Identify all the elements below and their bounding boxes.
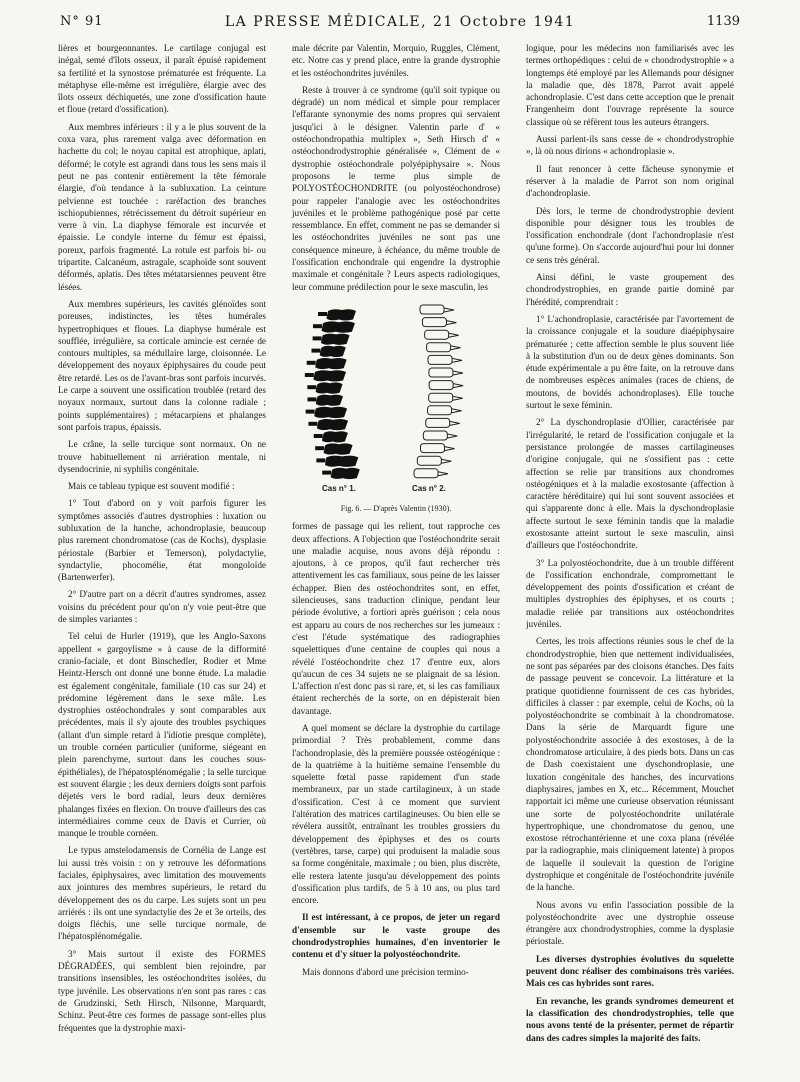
paragraph: Les diverses dystrophies évolutives du squelette peuvent donc réaliser des combinaisons très variées. Mais ces cas hybrides sont rares. — [526, 953, 734, 989]
vertebra-case-1 — [321, 334, 350, 345]
spinous-process-case-1 — [313, 324, 322, 328]
paragraph: Dès lors, le terme de chondrodystrophie devient disponible pour désigner tous les troubles de l'ossification enchondrale (dont l'achondroplasie n'est qu'une forme). On s'accorde aujourd'hui pour lui donner ce sens très général. — [526, 205, 734, 265]
vertebra-case-2 — [428, 355, 452, 364]
spinous-process-case-2 — [453, 396, 463, 400]
paragraph: 3° La polyostéochondrite, due à un trouble différent de l'ossification enchondrale, compromettant le développement des points d'ossification et créant de multiples dystrophies des épiphyses, et os courts ; maladie reliée par transitions aux ostéochondrites juvéniles. — [526, 557, 734, 630]
spinous-process-case-2 — [452, 409, 462, 413]
vertebra-case-2 — [420, 305, 444, 314]
paragraph: Tel celui de Hurler (1919), que les Anglo-Saxons appellent « gargoylisme » à cause de la difformité cranio-faciale, et dont Binschedler, Rodier et Mme Heintz-Hersch ont donné une bonne étude. La maladie est également congénitale, familiale (10 cas sur 24) et prédomine légèrement dans le sexe mâle. Les dystrophies ostéochondrales y sont comparables aux précédentes, mais il s'y ajoute des troubles psychiques (allant d'un simple retard à l'idiotie presque complète), un trouble cornéen particulier (uniforme, siégeant en plein parenchyme, surtout dans les couches sous-épithéliales), de l'hépatosplénomégalie ; la selle turcique est souvent élargie ; les deux derniers doigts sont parfois déjetés vers le bord radial, leurs deux dernières phalanges fixées en flexion. On trouve d'ailleurs des cas intermédiaires comme ceux de Davis et Currier, où manque le trouble cornéen. — [58, 631, 266, 839]
spinous-process-case-1 — [306, 410, 315, 414]
paragraph: Mais donnons d'abord une précision termino- — [302, 966, 469, 977]
paragraph: Certes, les trois affections réunies sous le chef de la chondrodystrophie, bien que nettement individualisées, ne sont pas séparées par des cloisons étanches. Des faits de passage peuvent se concevoir. La littérature et la pratique quotidienne fournissent de ces cas hybrides, difficiles à classer : par exemple, celui de Kochs, où la polyostéochondrite se combinait à la chondromatose. Dans la série de Marquardt figure une polyostéochondrite associée à des exostoses, à de la chondromatose articulaire, à des pieds bots. Dans un cas de Dash coexistaient une dyschondroplasie, une luxation congénitale des hanches, des incurvations diaphysaires, jambes en X, etc... Récemment, Mouchet rapportait ici même une curieuse observation réunissant une sorte de polyostéochondrite unilatérale hypertrophique, une chondromatose du genou, une exostose rétrochantérienne et une coxa plana (révélée par la radiographie, mais cliniquement latente) à propos de laquelle il soulevait la question de l'origine dystrophique et congénitale de l'ostéochondrite juvénile de la hanche. — [526, 636, 734, 893]
spinous-process-case-2 — [438, 472, 448, 476]
vertebra-case-2 — [417, 456, 441, 465]
spine-figure — [292, 299, 500, 499]
spine-case-1 — [305, 309, 360, 479]
paragraph: A quel moment se déclare la dystrophie du cartilage primordial ? Très probablement, comme dans l'achondroplasie, dès la première poussée ostéogénique : de la quatrième à la huitième semaine l'ensemble du squelette fœtal passe rapidement d'un stade membraneux, par un stade cartilagineux, à un stade d'ossification. C'est à ce moment que survient l'altération des matrices cartilagineuses. Ou bien elle se révélera aussitôt, entraînant les troubles grossiers du développement des épiphyses et des os courts (vertèbres, tarse, carpe) qui produisent la maladie sous sa forme congénitale, maximale ; ou bien, plus discrète, elle restera latente jusqu'au développement des points d'ossification plus tardifs, de 5 à 10 ans, ou plus tard encore. — [292, 722, 500, 906]
spinous-process-case-1 — [315, 446, 324, 450]
vertebra-case-2 — [425, 330, 449, 339]
spinous-process-case-2 — [450, 421, 460, 425]
vertebra-case-2 — [426, 418, 450, 427]
spinous-process-case-1 — [305, 373, 314, 377]
spinous-process-case-2 — [453, 384, 463, 388]
spinous-process-case-1 — [313, 336, 322, 340]
paragraph: Ainsi défini, le vaste groupement des chondrodystrophies, en grande partie dominé par l'hérédité, comprendrait : — [526, 272, 734, 307]
vertebra-case-2 — [429, 381, 453, 390]
spinous-process-case-2 — [444, 447, 454, 451]
spine-case-2 — [414, 305, 463, 478]
spinous-process-case-2 — [446, 321, 456, 325]
paragraph: 3° Mais surtout il existe des FORMES DÉGRADÉES, qui semblent bien rejoindre, par transitions insensibles, les ostéochondrites isolées, du type juvénile. Les observations n'en sont pas rares : cas de Grudzinski, Seth Hirsch, Nilsonne, Marquardt, Schinz. Peut-être ces formes de passage sont-elles plus fréquentes que la dystrophie maxi- — [58, 948, 266, 1033]
spinous-process-case-2 — [453, 371, 463, 375]
vertebra-case-1 — [325, 456, 358, 467]
spinous-process-case-1 — [308, 422, 317, 426]
vertebra-case-1 — [317, 419, 348, 430]
paragraph: En revanche, les grands syndromes demeurent et la classification des chondrodystrophies, telle que nous avons tenté de la présenter, permet de répartir dans des cadres simples la majorité des faits. — [526, 995, 734, 1043]
spinous-process-case-1 — [307, 397, 316, 401]
paragraph: Mais ce tableau typique est souvent modifié : — [68, 481, 235, 492]
vertebra-case-1 — [326, 309, 356, 320]
paragraph: lières et bourgeonnantes. Le cartilage conjugal est inégal, semé d'îlots osseux, il paraît épuisé rapidement sa fertilité et la synostose prématurée est fréquente. La métaphyse elle-même est irrégulière, élargie avec des îlots osseux déchiquetés, une zone d'ossification haute et floue (retard d'ossification). — [58, 43, 266, 115]
issue-number: N° 91 — [60, 14, 104, 29]
case-2-label: Cas n° 2. — [412, 483, 446, 493]
paragraph: 2° La dyschondroplasie d'Ollier, caractérisée par l'irrégularité, le retard de l'ossification conjugale et la persistance prolongée de masses cartilagineuses d'origine conjugale, qui ne s'ossifient pas : cette affection se relie par transitions aux chondromes ostéogéniques et à la maladie exostosante (affection à caractère héréditaire) qui lui sont souvent associées et qui s'apparente donc à elle. Mais la dyschondroplasie affecte surtout le sexe féminin tandis que la maladie exostosante atteint surtout le sexe masculin, ainsi d'ailleurs que l'ostéochondrite. — [526, 417, 734, 551]
paragraph: 1° Tout d'abord on y voit parfois figurer les symptômes associés d'autres dystrophies : luxation ou subluxation de la hanche, achondroplasie, beaucoup plus rarement chondromatose (cas de Kochs), dysplasie périostale (Barbier et Temerson), polydactylie, syndactylie, phocomélie, état mongoloïde (Bartenwerfer). — [58, 498, 266, 583]
vertebra-case-1 — [324, 443, 353, 454]
vertebra-case-1 — [315, 358, 346, 369]
spinous-process-case-2 — [449, 333, 459, 337]
paragraph: Il faut renoncer à cette fâcheuse synonymie et réserver à la maladie de Parrot son nom original d'achondroplasie. — [526, 163, 734, 199]
vertebra-case-2 — [428, 406, 452, 415]
column-3 — [526, 42, 734, 1049]
paragraph: Aux membres supérieurs, les cavités glénoïdes sont poreuses, indistinctes, les têtes humérales hypertrophiques et floues. La diaphyse humérale est soufflée, irrégulière, sa corticale amincie est cernée de contours multiples, sa médullaire large, cloisonnée. Le développement des noyaux épiphysaires du coude peut être retardé. Les os de l'avant-bras sont parfois incurvés. Le carpe a souvent une ossification troublée (retard des noyaux normaux, surtout dans la colonne radiale ; points supplémentaires) ; métacarpiens et phalanges sont parfois trapus, épaissis. — [58, 298, 266, 432]
spinous-process-case-1 — [307, 385, 316, 389]
paragraph: Nous avons vu enfin l'association possible de la polyostéochondrite avec une dystrophie osseuse étrangère aux chondrodystrophies, comme la dysplasie périostale. — [526, 899, 734, 947]
paragraph: Le typus amstelodamensis de Cornélia de Lange est lui aussi très voisin : on y retrouve les déformations faciales, épiphysaires, avec limitation des mouvements aux jointures des membres supérieurs, le retard du développement des os du carpe. Les sujets sont un peu arriérés : ils ont une syndactylie des 2e et 3e orteils, des doigts fléchis, une selle turcique normale, de l'hépatosplénomégalie. — [58, 845, 266, 942]
spinous-process-case-1 — [307, 361, 316, 365]
paragraph: Il est intéressant, à ce propos, de jeter un regard d'ensemble sur le vaste groupe des chondrodystrophies humaines, d'en inventorier le contenu et d'y situer la polyostéochondrite. — [292, 912, 500, 960]
vertebra-case-1 — [316, 382, 343, 393]
vertebra-case-2 — [420, 444, 444, 453]
paragraph: Aussi parlent-ils sans cesse de « chondrodystrophie », là où nous dirions « achondroplasie ». — [526, 134, 734, 157]
paragraph: Aux membres inférieurs : il y a le plus souvent de la coxa vara, plus rarement valga avec déformation en hachette du col; le noyau capital est atrophique, aplati, déformé; le cotyle est agrandi dans tous les sens mais il peut ne pas contenir entièrement la tête fémorale élargie, d'où tendance à la subluxation. La ceinture pelvienne est touchée : raréfaction des branches ischiopubiennes, rétrécissement du détroit supérieur en verre à vin. La diaphyse fémorale est incurvée et épaissie. Le condyle interne du fémur est épaissi, poreux, parfois fragmenté. La rotule est parfois bi- ou tripartite. Calcanéum, astragale, scaphoïde sont souvent déformés, aplatis. Des têtes métatarsiennes peuvent être lésées. — [58, 121, 266, 292]
vertebra-case-2 — [429, 393, 453, 402]
vertebra-case-1 — [320, 346, 346, 357]
spinous-process-case-2 — [452, 358, 462, 362]
spinous-process-case-2 — [441, 459, 451, 463]
vertebra-case-1 — [314, 407, 347, 418]
paragraph: 1° L'achondroplasie, caractérisée par l'avortement de la croissance conjugale et la soudure diaépiphysaire prématurée ; cette affection semble le plus souvent liée à la substitution d'un ou de deux gènes dominants. Son étude expérimentale a pu être faite, on la retrouve dans de nombreuses espèces animales (races de chiens, de moutons, de bovidés achondroplases). Elle touche surtout le sexe féminin. — [526, 313, 734, 411]
spine-radiograph-drawing — [292, 299, 500, 499]
running-header — [60, 14, 740, 34]
spinous-process-case-2 — [447, 434, 457, 438]
column-2 — [292, 42, 500, 983]
paragraph: Le crâne, la selle turcique sont normaux. On ne trouve habituellement ni arriération mentale, ni dysendocrinie, ni syphilis congénitale. — [58, 439, 266, 474]
vertebra-case-2 — [423, 431, 447, 440]
vertebra-case-2 — [429, 368, 453, 377]
vertebra-case-2 — [427, 343, 451, 352]
vertebra-case-1 — [313, 370, 346, 381]
spinous-process-case-1 — [318, 312, 327, 316]
vertebra-case-2 — [414, 469, 438, 478]
column-1 — [58, 42, 266, 1039]
vertebra-case-1 — [322, 321, 355, 332]
spinous-process-case-1 — [311, 349, 320, 353]
spinous-process-case-2 — [451, 346, 461, 350]
spinous-process-case-1 — [314, 434, 323, 438]
paragraph: male décrite par Valentin, Morquio, Ruggles, Clément, etc. Notre cas y prend place, entre la grande dystrophie et les ostéochondrites juvéniles. — [292, 43, 500, 78]
vertebra-case-2 — [422, 318, 446, 327]
case-1-label: Cas n° 1. — [322, 483, 356, 493]
paragraph: formes de passage qui les relient, tout rapproche ces deux affections. A l'objection que l'ostéochondrite serait une maladie acquise, nous avons déjà répondu : ajoutons, à ce propos, qu'il faut rechercher très attentivement les cas familiaux, sous peine de les laisser échapper. Bien des ostéochondrites sont, en effet, silencieuses, sans traduction clinique, pendant leur période évolutive, a fortiori après guérison ; cela nous est apparu au cours de nos recherches sur les jumeaux : c'est l'étude systématique des radiographies squelettiques d'une centaine de couples qui nous a révélé l'ostéochondrite chez 17 d'entre eux, alors qu'aucun de ces 34 sujets ne se plaignait de sa lésion. L'affection n'est donc pas si rare, et, si les cas familiaux étaient recherchés de la sorte, on en dépisterait bien davantage. — [292, 521, 500, 716]
vertebra-case-1 — [316, 395, 343, 406]
spinous-process-case-1 — [322, 471, 331, 475]
figure-caption: Fig. 6. — D'après Valentin (1930). — [340, 503, 452, 513]
spinous-process-case-1 — [316, 458, 325, 462]
page-number: 1139 — [706, 14, 740, 29]
vertebra-case-1 — [322, 431, 348, 442]
spinous-process-case-2 — [444, 308, 454, 312]
vertebra-case-1 — [331, 468, 360, 479]
paragraph: logique, pour les médecins non familiarisés avec les termes orthopédiques : celui de « chondrodystrophie » a longtemps été employé par les Allemands pour désigner la maladie que, dès 1878, Parrot avait appelé achondroplasie. C'est dans cette acception que le prenait Frangenheim dont l'ouvrage représente la source classique où se réfèrent tous les auteurs étrangers. — [526, 43, 734, 127]
journal-title: LA PRESSE MÉDICALE, 21 Octobre 1941 — [224, 14, 576, 30]
paragraph: 2° D'autre part on a décrit d'autres syndromes, assez voisins du précédent pour qu'on n'y voie peut-être que de simples variantes : — [58, 589, 266, 625]
paragraph: Reste à trouver à ce syndrome (qu'il soit typique ou dégradé) un nom médical et simple pour remplacer l'effarante synonymie des noms propres qui servaient jusqu'ici à le désigner. Valentin parle d' « ostéochondropathia multiplex », Seth Hirsch d' « ostéochondrodystrophie généralisée », Clément de « dystrophie ostéochondrale polyépiphysaire ». Nous proposons le terme plus simple de POLYOSTÉOCHONDRITE (ou polyostéochondrose) pour rappeler l'analogie avec les ostéochondrites juvéniles et le problème pathogénique posé par cette ressemblance. En effet, comment ne pas se demander si les ostéochondrites juvéniles ne sont pas une conséquence mineure, à échéance, du même trouble de l'ossification enchondrale qui engendre la dystrophie maximale et congénitale ? Leurs aspects radiologiques, leur commune prédilection pour le sexe masculin, les — [292, 84, 500, 292]
